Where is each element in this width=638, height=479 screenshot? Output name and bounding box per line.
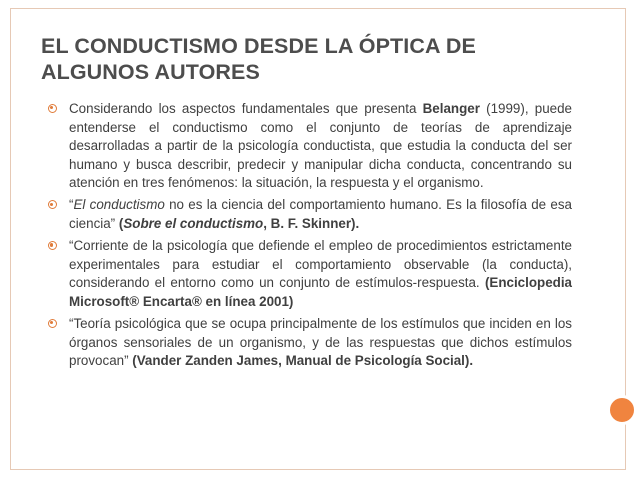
citation: (Enciclopedia Microsoft® Encarta® en línea 2001): [69, 275, 572, 309]
title-line-1: EL CONDUCTISMO DESDE LA ÓPTICA DE: [41, 34, 476, 58]
bullet-text: (1999), puede entenderse el conductismo como el conjunto de teorías de aprendizaje desarrolladas a partir de la psicología conductista, que estudia la conducta del ser humano y busca describir, predecir y manipular dicha conducta, concentrando su atención en tres fenómenos: la situación, la respuesta y el organismo.: [69, 101, 572, 191]
bullet-text: “Teoría psicológica que se ocupa principalmente de los estímulos que inciden en los órganos sensoriales de un organismo, y de las respuestas que dichos estímulos provocan”: [69, 316, 572, 369]
bullet-list: [48, 100, 572, 374]
bullet-item-encarta: [48, 237, 572, 311]
citation: (Vander Zanden James, Manual de Psicología Social).: [132, 353, 474, 369]
ring-dot-bullet-icon: [48, 241, 57, 250]
bullet-item-belanger: [48, 100, 572, 193]
citation-work-title: Sobre el conductismo: [123, 216, 264, 232]
title-line-2: ALGUNOS AUTORES: [41, 59, 260, 84]
bullet-item-vander-zanden: [48, 315, 572, 371]
citation-open: (: [118, 216, 124, 232]
bullet-text: “Corriente de la psicología que defiende el empleo de procedimientos estrictamente experimentales para estudiar el comportamiento observable (la conducta), considerando el entorno como un conjunto de estímulos-respuesta.: [69, 238, 572, 291]
quote-mark: “: [69, 197, 74, 213]
italic-term: El conductismo: [73, 197, 165, 213]
ring-dot-bullet-icon: [48, 319, 57, 328]
citation-author: , B. F. Skinner).: [263, 216, 360, 232]
ring-dot-bullet-icon: [48, 200, 57, 209]
bullet-text: Considerando los aspectos fundamentales que presenta: [69, 101, 423, 116]
bullet-item-skinner: [48, 196, 572, 233]
ring-dot-bullet-icon: [48, 104, 57, 113]
author-name: Belanger: [422, 101, 480, 116]
bullet-text: no es la ciencia del comportamiento humano. Es la filosofía de esa ciencia”: [69, 197, 572, 232]
decorative-circle-icon: [607, 395, 637, 425]
slide-title: [41, 34, 601, 85]
